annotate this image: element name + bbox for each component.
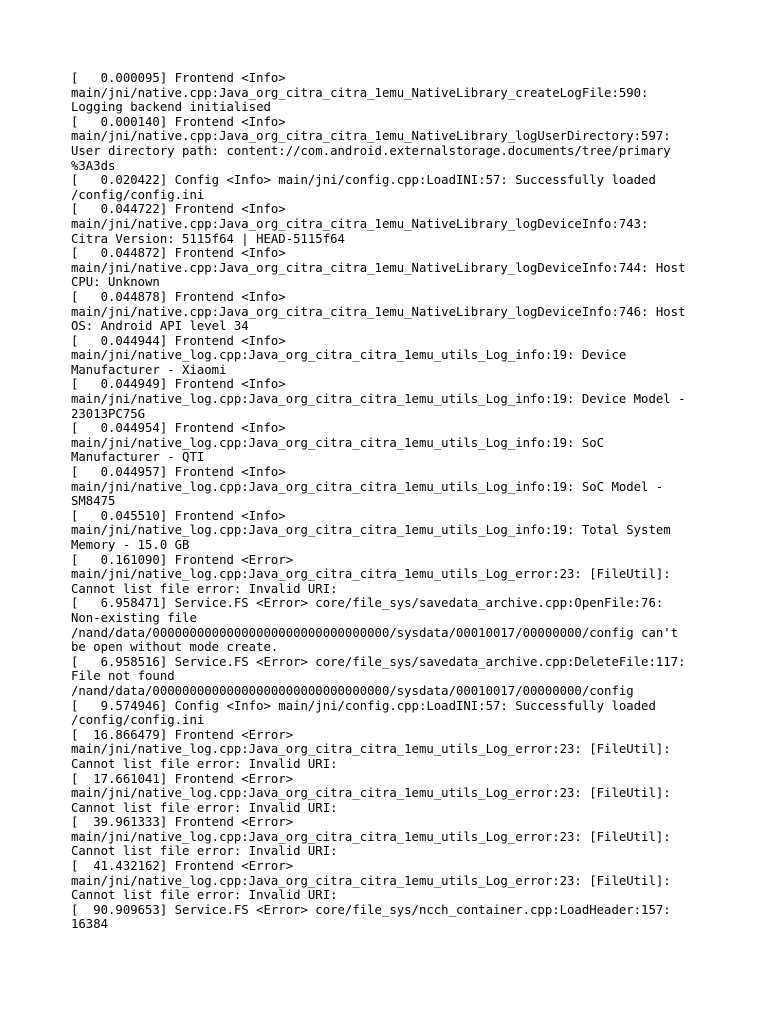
log-line: main/jni/native_log.cpp:Java_org_citra_citra_1emu_utils_Log_error:23: [FileUtil]: [71, 829, 671, 844]
log-line: Manufacturer - QTI [71, 450, 205, 465]
log-line: main/jni/native_log.cpp:Java_org_citra_citra_1emu_utils_Log_info:19: Device Model - [71, 392, 686, 407]
log-line: [ 6.958516] Service.FS <Error> core/file_sys/savedata_archive.cpp:DeleteFile:117: [71, 654, 686, 669]
log-line: [ 41.432162] Frontend <Error> [71, 859, 294, 874]
log-line: /nand/data/00000000000000000000000000000000/sysdata/00010017/00000000/config can't [71, 625, 679, 640]
log-line: /nand/data/00000000000000000000000000000000/sysdata/00010017/00000000/config [71, 683, 634, 698]
log-line: [ 17.661041] Frontend <Error> [71, 771, 294, 786]
log-line: [ 0.020422] Config <Info> main/jni/config.cpp:LoadINI:57: Successfully loaded [71, 173, 656, 188]
log-line: main/jni/native.cpp:Java_org_citra_citra_1emu_NativeLibrary_logUserDirectory:597: [71, 129, 671, 144]
log-line: Logging backend initialised [71, 100, 271, 115]
log-line: main/jni/native_log.cpp:Java_org_citra_citra_1emu_utils_Log_error:23: [FileUtil]: [71, 567, 671, 582]
log-line: [ 0.044872] Frontend <Info> [71, 246, 286, 261]
log-line: main/jni/native_log.cpp:Java_org_citra_citra_1emu_utils_Log_error:23: [FileUtil]: [71, 786, 671, 801]
log-line: main/jni/native_log.cpp:Java_org_citra_citra_1emu_utils_Log_error:23: [FileUtil]: [71, 873, 671, 888]
log-line: User directory path: content://com.android.externalstorage.documents/tree/primary [71, 143, 671, 158]
log-line: Citra Version: 5115f64 | HEAD-5115f64 [71, 231, 345, 246]
log-line: Cannot list file error: Invalid URI: [71, 581, 338, 596]
log-line: [ 0.044949] Frontend <Info> [71, 377, 286, 392]
log-line: be open without mode create. [71, 640, 279, 655]
log-line: File not found [71, 669, 175, 684]
log-line: [ 16.866479] Frontend <Error> [71, 727, 294, 742]
log-line: Cannot list file error: Invalid URI: [71, 756, 338, 771]
log-text [71, 71, 711, 932]
log-line: [ 90.909653] Service.FS <Error> core/file_sys/ncch_container.cpp:LoadHeader:157: [71, 902, 671, 917]
log-line: main/jni/native_log.cpp:Java_org_citra_citra_1emu_utils_Log_info:19: SoC Model - [71, 479, 664, 494]
log-line: Non-existing file [71, 610, 197, 625]
log-line: %3A3ds [71, 158, 116, 173]
log-line: OS: Android API level 34 [71, 319, 249, 334]
log-line: Cannot list file error: Invalid URI: [71, 888, 338, 903]
log-line: /config/config.ini [71, 187, 205, 202]
log-line: SM8475 [71, 494, 116, 509]
log-line: main/jni/native_log.cpp:Java_org_citra_citra_1emu_utils_Log_info:19: Total System [71, 523, 671, 538]
log-line: [ 0.044944] Frontend <Info> [71, 333, 286, 348]
log-line: 23013PC75G [71, 406, 146, 421]
log-line: main/jni/native.cpp:Java_org_citra_citra_1emu_NativeLibrary_logDeviceInfo:746: Host [71, 304, 686, 319]
log-line: main/jni/native_log.cpp:Java_org_citra_citra_1emu_utils_Log_error:23: [FileUtil]: [71, 742, 671, 757]
log-line: [ 9.574946] Config <Info> main/jni/config.cpp:LoadINI:57: Successfully loaded [71, 698, 656, 713]
log-line: [ 39.961333] Frontend <Error> [71, 815, 294, 830]
log-line: [ 0.000095] Frontend <Info> [71, 71, 286, 85]
log-line: Cannot list file error: Invalid URI: [71, 844, 338, 859]
log-line: [ 6.958471] Service.FS <Error> core/file_sys/savedata_archive.cpp:OpenFile:76: [71, 596, 664, 611]
log-line: [ 0.044954] Frontend <Info> [71, 421, 286, 436]
log-line: [ 0.045510] Frontend <Info> [71, 508, 286, 523]
log-line: main/jni/native_log.cpp:Java_org_citra_citra_1emu_utils_Log_info:19: SoC [71, 435, 605, 450]
log-line: 16384 [71, 917, 109, 932]
log-line: [ 0.044878] Frontend <Info> [71, 289, 286, 304]
log-line: [ 0.161090] Frontend <Error> [71, 552, 294, 567]
log-line: Manufacturer - Xiaomi [71, 362, 227, 377]
log-line: [ 0.044722] Frontend <Info> [71, 202, 286, 217]
log-line: Memory - 15.0 GB [71, 538, 190, 552]
log-line: main/jni/native.cpp:Java_org_citra_citra_1emu_NativeLibrary_logDeviceInfo:744: Host [71, 260, 686, 275]
log-line: CPU: Unknown [71, 275, 160, 290]
log-line: main/jni/native.cpp:Java_org_citra_citra_1emu_NativeLibrary_logDeviceInfo:743: [71, 216, 649, 231]
log-line: main/jni/native_log.cpp:Java_org_citra_citra_1emu_utils_Log_info:19: Device [71, 348, 627, 363]
log-line: [ 0.000140] Frontend <Info> [71, 114, 286, 129]
log-line: Cannot list file error: Invalid URI: [71, 800, 338, 815]
log-line: [ 0.044957] Frontend <Info> [71, 465, 286, 480]
log-line: /config/config.ini [71, 713, 205, 728]
log-line: main/jni/native.cpp:Java_org_citra_citra_1emu_NativeLibrary_createLogFile:590: [71, 85, 649, 100]
